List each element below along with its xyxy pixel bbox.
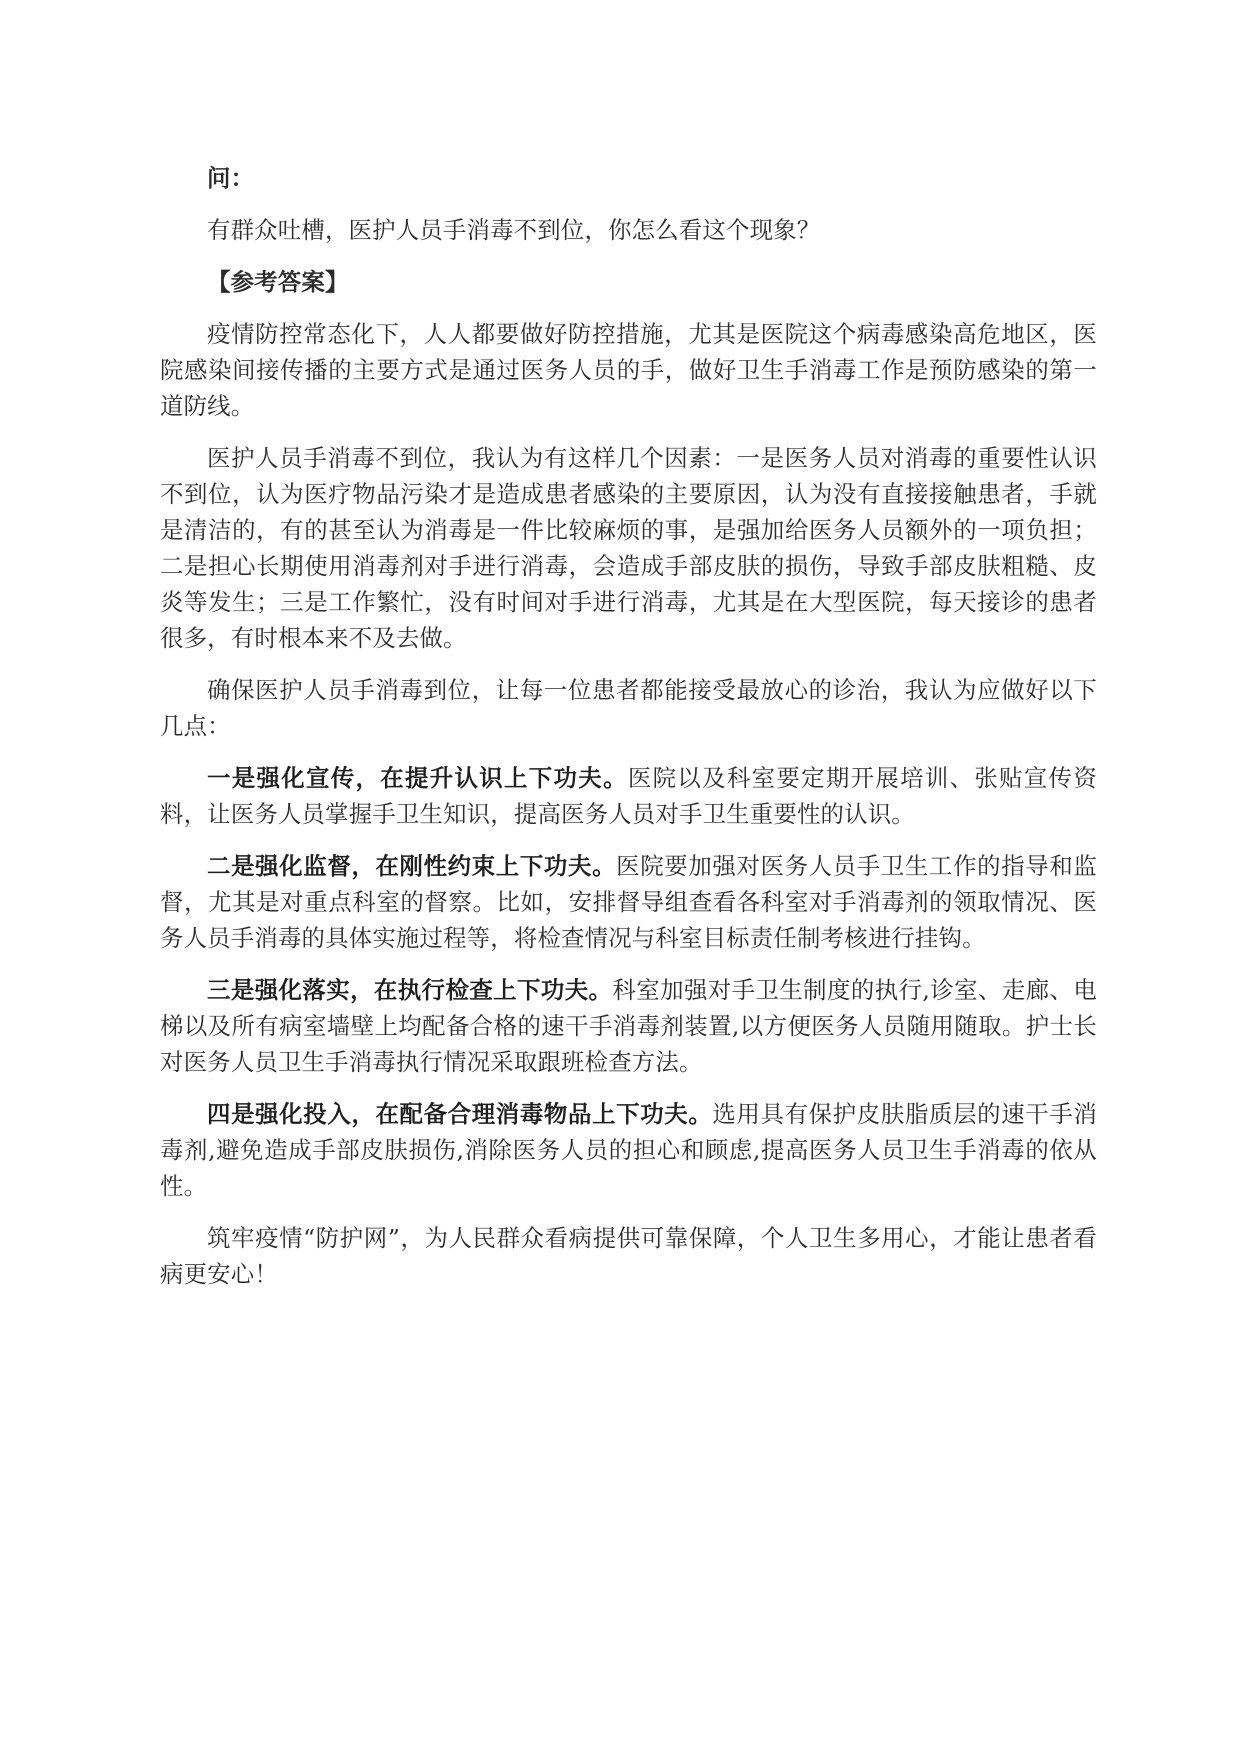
- paragraph-conclusion: 筑牢疫情“防护网”，为人民群众看病提供可靠保障，个人卫生多用心，才能让患者看病更安心！: [160, 1224, 1097, 1288]
- paragraph-measure-4: [160, 1096, 1097, 1204]
- paragraph-causes: 医护人员手消毒不到位，我认为有这样几个因素：一是医务人员对消毒的重要性认识不到位，认为医疗物品污染才是造成患者感染的主要原因，认为没有直接接触患者，手就是清洁的，有的甚至认为消毒是一件比较麻烦的事，是强加给医务人员额外的一项负担；二是担心长期使用消毒剂对手进行消毒，会造成手部皮肤的损伤，导致手部皮肤粗糙、皮炎等发生；三是工作繁忙，没有时间对手进行消毒，尤其是在大型医院，每天接诊的患者很多，有时根本来不及去做。: [160, 444, 1097, 652]
- measure-4-lead: 四是强化投入，在配备合理消毒物品上下功夫。: [207, 1100, 713, 1128]
- measure-2-body: 医院要加强对医务人员手卫生工作的指导和监督，尤其是对重点科室的督察。比如，安排督导组查看各科室对手消毒剂的领取情况、医务人员手消毒的具体实施过程等，将检查情况与科室目标责任制考核进行挂钩。: [160, 852, 1097, 952]
- measure-2-lead: 二是强化监督，在刚性约束上下功夫。: [207, 852, 617, 880]
- paragraph-measure-3: [160, 972, 1097, 1080]
- measure-3-lead: 三是强化落实，在执行检查上下功夫。: [207, 976, 613, 1004]
- paragraph-intro: 疫情防控常态化下，人人都要做好防控措施，尤其是医院这个病毒感染高危地区，医院感染间接传播的主要方式是通过医务人员的手，做好卫生手消毒工作是预防感染的第一道防线。: [160, 320, 1097, 420]
- measure-1-body: 医院以及科室要定期开展培训、张贴宣传资料，让医务人员掌握手卫生知识，提高医务人员对手卫生重要性的认识。: [160, 764, 1097, 828]
- answer-label: 【参考答案】: [207, 268, 349, 296]
- measure-3-body: 科室加强对手卫生制度的执行,诊室、走廊、电梯以及所有病室墙壁上均配备合格的速干手消毒剂装置,以方便医务人员随用随取。护士长对医务人员卫生手消毒执行情况采取跟班检查方法。: [160, 976, 1097, 1076]
- question-label: 问：: [207, 164, 255, 192]
- paragraph-measures-intro: 确保医护人员手消毒到位，让每一位患者都能接受最放心的诊治，我认为应做好以下几点：: [160, 676, 1097, 740]
- document-body: [160, 160, 1097, 1308]
- question-text: 有群众吐槽，医护人员手消毒不到位，你怎么看这个现象？: [207, 216, 821, 244]
- measure-1-lead: 一是强化宣传，在提升认识上下功夫。: [207, 764, 628, 792]
- measure-4-body: 选用具有保护皮肤脂质层的速干手消毒剂,避免造成手部皮肤损伤,消除医务人员的担心和顾虑,提高医务人员卫生手消毒的依从性。: [160, 1100, 1097, 1200]
- paragraph-measure-2: [160, 848, 1097, 956]
- paragraph-measure-1: [160, 760, 1097, 832]
